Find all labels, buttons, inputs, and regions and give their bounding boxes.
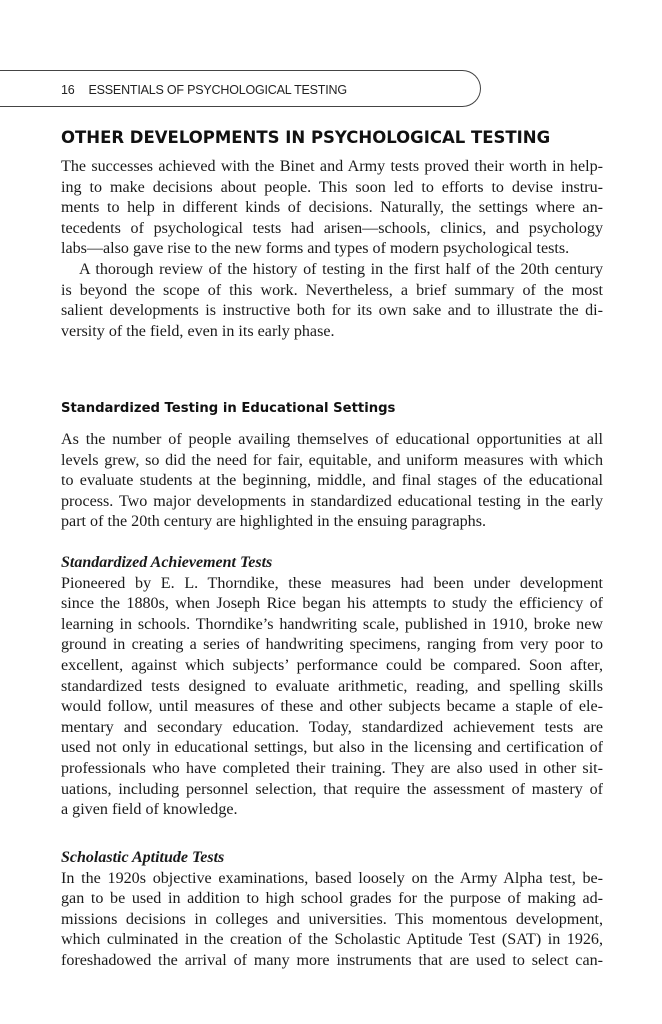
text-line: a given field of knowledge. [61,801,238,819]
text-line: professionals who have completed their training. They are also used in other sit- [61,759,603,777]
text-line: versity of the field, even in its early phase. [61,322,335,340]
text-line: tecedents of psychological tests had arisen—schools, clinics, and psychology [61,219,603,237]
text-line: part of the 20th century are highlighted in the ensuing paragraphs. [61,513,487,531]
subsection-intro [61,430,603,533]
text-line: A thorough review of the history of testing in the first half of the 20th century [79,260,603,278]
text-line: process. Two major developments in standardized educational testing in the early [61,492,603,510]
section-paragraph-1 [61,157,603,342]
text-line: to evaluate students at the beginning, middle, and final stages of the educational [61,472,603,490]
subsection-title: Standardized Testing in Educational Settings [61,401,396,416]
page-number: 16 [61,83,75,97]
text-line: labs—also gave rise to the new forms and types of modern psychological tests. [61,240,570,258]
running-header [61,83,347,97]
text-line: standardized tests designed to evaluate arithmetic, reading, and spelling skills [61,677,603,695]
text-line: ments to help in different kinds of decisions. Naturally, the settings where an- [61,199,603,217]
text-line: ing to make decisions about people. This soon led to efforts to devise instru- [61,178,603,196]
text-line: mentary and secondary education. Today, standardized achievement tests are [61,718,603,736]
text-line: uations, including personnel selection, that require the assessment of mastery of [61,780,603,798]
text-line: foreshadowed the arrival of many more instruments that are used to select can- [61,951,603,969]
text-line: would follow, until measures of these and other subjects became a staple of ele- [61,698,603,716]
section-title: OTHER DEVELOPMENTS IN PSYCHOLOGICAL TESTING [61,128,551,147]
text-line: The successes achieved with the Binet and Army tests proved their worth in help- [61,158,603,175]
text-line: gan to be used in addition to high school grades for the purpose of making ad- [61,890,603,908]
achievement-tests-heading: Standardized Achievement Tests [61,554,273,571]
text-line: Pioneered by E. L. Thorndike, these measures had been under development [61,574,603,592]
text-line: levels grew, so did the need for fair, equitable, and uniform measures with which [61,451,603,469]
achievement-tests-block [61,553,603,821]
text-line: ground in creating a series of handwriting specimens, ranging from very poor to [61,636,603,654]
text-line: salient developments is instructive both for its own sake and to illustrate the di- [61,302,603,320]
aptitude-tests-block [61,848,603,972]
text-line: In the 1920s objective examinations, based loosely on the Army Alpha test, be- [61,869,603,887]
aptitude-tests-heading: Scholastic Aptitude Tests [61,849,225,866]
text-line: excellent, against which subjects’ performance could be compared. Soon after, [61,656,603,674]
text-line: learning in schools. Thorndike’s handwriting scale, published in 1910, broke new [61,615,603,633]
book-title: ESSENTIALS OF PSYCHOLOGICAL TESTING [88,83,347,97]
text-line: which culminated in the creation of the Scholastic Aptitude Test (SAT) in 1926, [61,931,603,949]
text-line: missions decisions in colleges and universities. This momentous development, [61,910,603,928]
text-line: is beyond the scope of this work. Nevertheless, a brief summary of the most [61,281,603,299]
text-line: As the number of people availing themselves of educational opportunities at all [61,431,603,448]
text-line: since the 1880s, when Joseph Rice began his attempts to study the efficiency of [61,595,603,613]
text-line: used not only in educational settings, but also in the licensing and certification of [61,739,603,757]
